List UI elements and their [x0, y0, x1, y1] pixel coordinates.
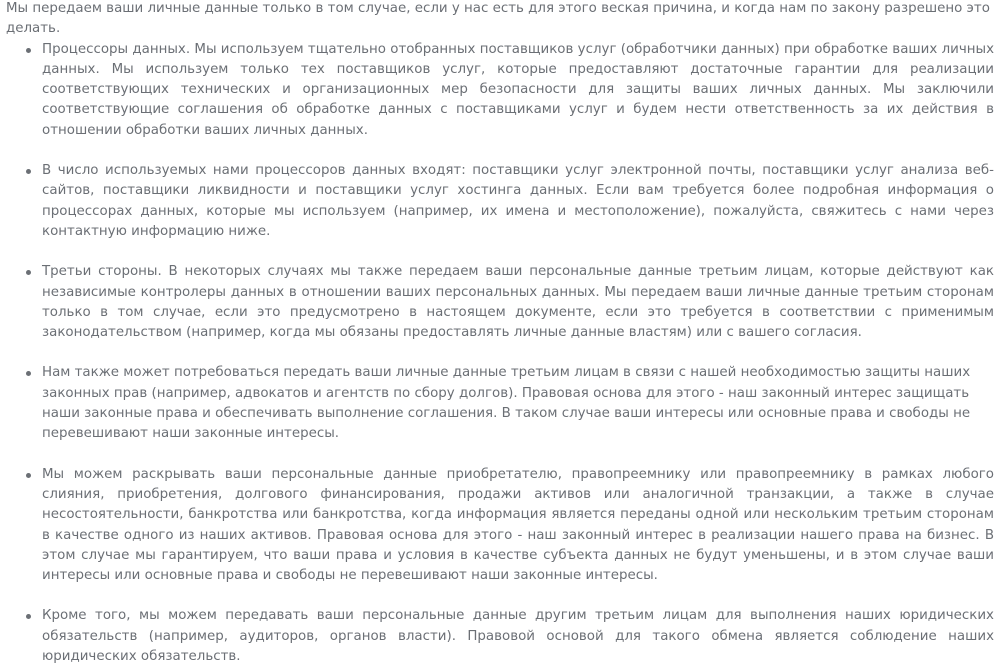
list-item: [6, 363, 994, 444]
bullet-list: [6, 40, 994, 667]
list-item: [6, 40, 994, 141]
intro-paragraph: Мы передаем ваши личные данные только в том случае, если у нас есть для этого веская причина, и когда нам по закону разрешено это делать.: [6, 1, 990, 37]
list-item-text: Процессоры данных. Мы используем тщательно отобранных поставщиков услуг (обработчики данных) при обработке ваших личных данных. Мы используем только тех поставщиков услуг, которые предоставляют достаточные гарантии для реализации соответствующих технических и организационных мер безопасности для защиты ваших личных данных. Мы заключили соответствующие соглашения об обработке данных с поставщиками услуг и будем нести ответственность за их действия в отношении обработки ваших личных данных.: [42, 41, 994, 138]
bullet-icon: [26, 614, 31, 619]
list-item-text: Мы можем раскрывать ваши персональные данные приобретателю, правопреемнику или правопреемнику в рамках любого слияния, приобретения, долгового финансирования, продажи активов или аналогичной транзакции, а также в случае несостоятельности, банкротства или банкротства, когда информация является переданы одной или нескольким третьим сторонам в качестве одного из наших активов. Правовая основа для этого - наш законный интерес в реализации нашего права на бизнес. В этом случае мы гарантируем, что ваши права и условия в качестве субъекта данных не будут уменьшены, и в этом случае ваши интересы или основные права и свободы не перевешивают наши законные интересы.: [42, 466, 994, 584]
list-item: [6, 465, 994, 587]
list-item: [6, 606, 994, 667]
bullet-icon: [26, 48, 31, 53]
bullet-icon: [26, 270, 31, 275]
bullet-icon: [26, 473, 31, 478]
list-item-text: Нам также может потребоваться передать ваши личные данные третьим лицам в связи с нашей необходимостью защиты наших законных прав (например, адвокатов и агентств по сбору долгов). Правовая основа для этого - наш законный интерес защищать наши законные права и обеспечивать выполнение соглашения. В таком случае ваши интересы или основные права и свободы не перевешивают наши законные интересы.: [42, 365, 971, 442]
bullet-icon: [26, 169, 31, 174]
list-item-text: Кроме того, мы можем передавать ваши персональные данные другим третьим лицам для выполнения наших юридических обязательств (например, аудиторов, органов власти). Правовой основой для такого обмена является соблюдение наших юридических обязательств.: [42, 608, 994, 665]
bullet-icon: [26, 371, 31, 376]
list-item-text: Третьи стороны. В некоторых случаях мы также передаем ваши персональные данные третьим лицам, которые действуют как независимые контролеры данных в отношении ваших персональных данных. Мы передаем ваши личные данные третьим сторонам только в том случае, если это предусмотрено в настоящем документе, если это требуется в соответствии с применимым законодательством (например, когда мы обязаны предоставлять личные данные властям) или с вашего согласия.: [42, 264, 994, 341]
list-item: [6, 161, 994, 242]
list-item-text: В число используемых нами процессоров данных входят: поставщики услуг электронной почты, поставщики услуг анализа веб-сайтов, поставщики ликвидности и поставщики услуг хостинга данных. Если вам требуется более подробная информация о процессорах данных, которые мы используем (например, их имена и местоположение), пожалуйста, свяжитесь с нами через контактную информацию ниже.: [42, 163, 994, 239]
list-item: [6, 262, 994, 343]
